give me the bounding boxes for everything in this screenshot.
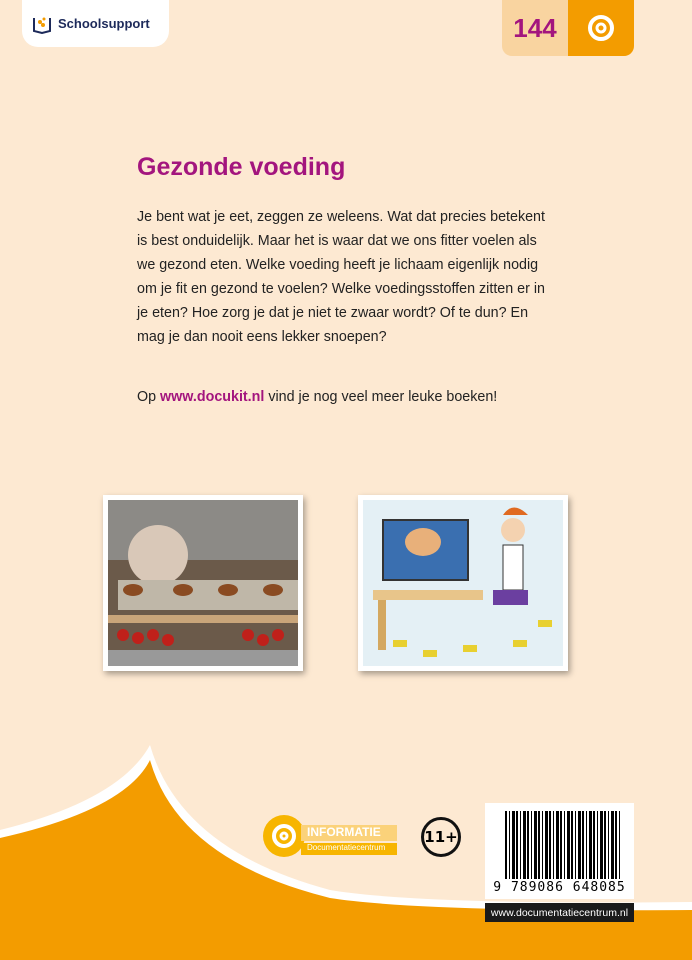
barcode bbox=[485, 803, 634, 899]
spiral-icon bbox=[586, 13, 616, 43]
isbn-number: 9 789086 648085 bbox=[493, 880, 626, 895]
brand-name: Schoolsupport bbox=[58, 16, 150, 31]
cafeteria-photo bbox=[103, 495, 303, 671]
book-icon bbox=[32, 14, 52, 34]
cartoon-illustration bbox=[358, 495, 568, 671]
age-badge: 11+ bbox=[421, 817, 461, 857]
book-number: 144 bbox=[502, 0, 568, 56]
book-title: Gezonde voeding bbox=[137, 153, 346, 181]
series-sub: Documentatiecentrum bbox=[301, 843, 397, 855]
publisher-url[interactable]: www.documentatiecentrum.nl bbox=[485, 903, 634, 922]
spiral-icon bbox=[269, 821, 299, 851]
promo-suffix: vind je nog veel meer leuke boeken! bbox=[264, 389, 498, 405]
promo-text bbox=[137, 389, 497, 405]
docukit-link[interactable]: www.docukit.nl bbox=[160, 389, 265, 405]
book-description: Je bent wat je eet, zeggen ze weleens. Wat dat precies betekent is best onduidelijk. Maar het is waar dat we ons fitter voelen als we gezond eten. Welke voeding heeft je lichaam eigenlijk nodig om je fit en gezond te voelen? Welke voedingsstoffen zitten er in je eten? Hoe zorg je dat je niet te zwaar wordt? Of te dun? En mag je dan nooit eens lekker snoepen? bbox=[137, 209, 545, 345]
book-number-badge bbox=[502, 0, 634, 56]
series-word: INFORMATIE bbox=[301, 825, 397, 841]
barcode-bars bbox=[505, 811, 620, 879]
schoolsupport-logo[interactable] bbox=[22, 0, 169, 47]
promo-prefix: Op bbox=[137, 389, 161, 405]
informatie-series-logo bbox=[263, 815, 398, 861]
